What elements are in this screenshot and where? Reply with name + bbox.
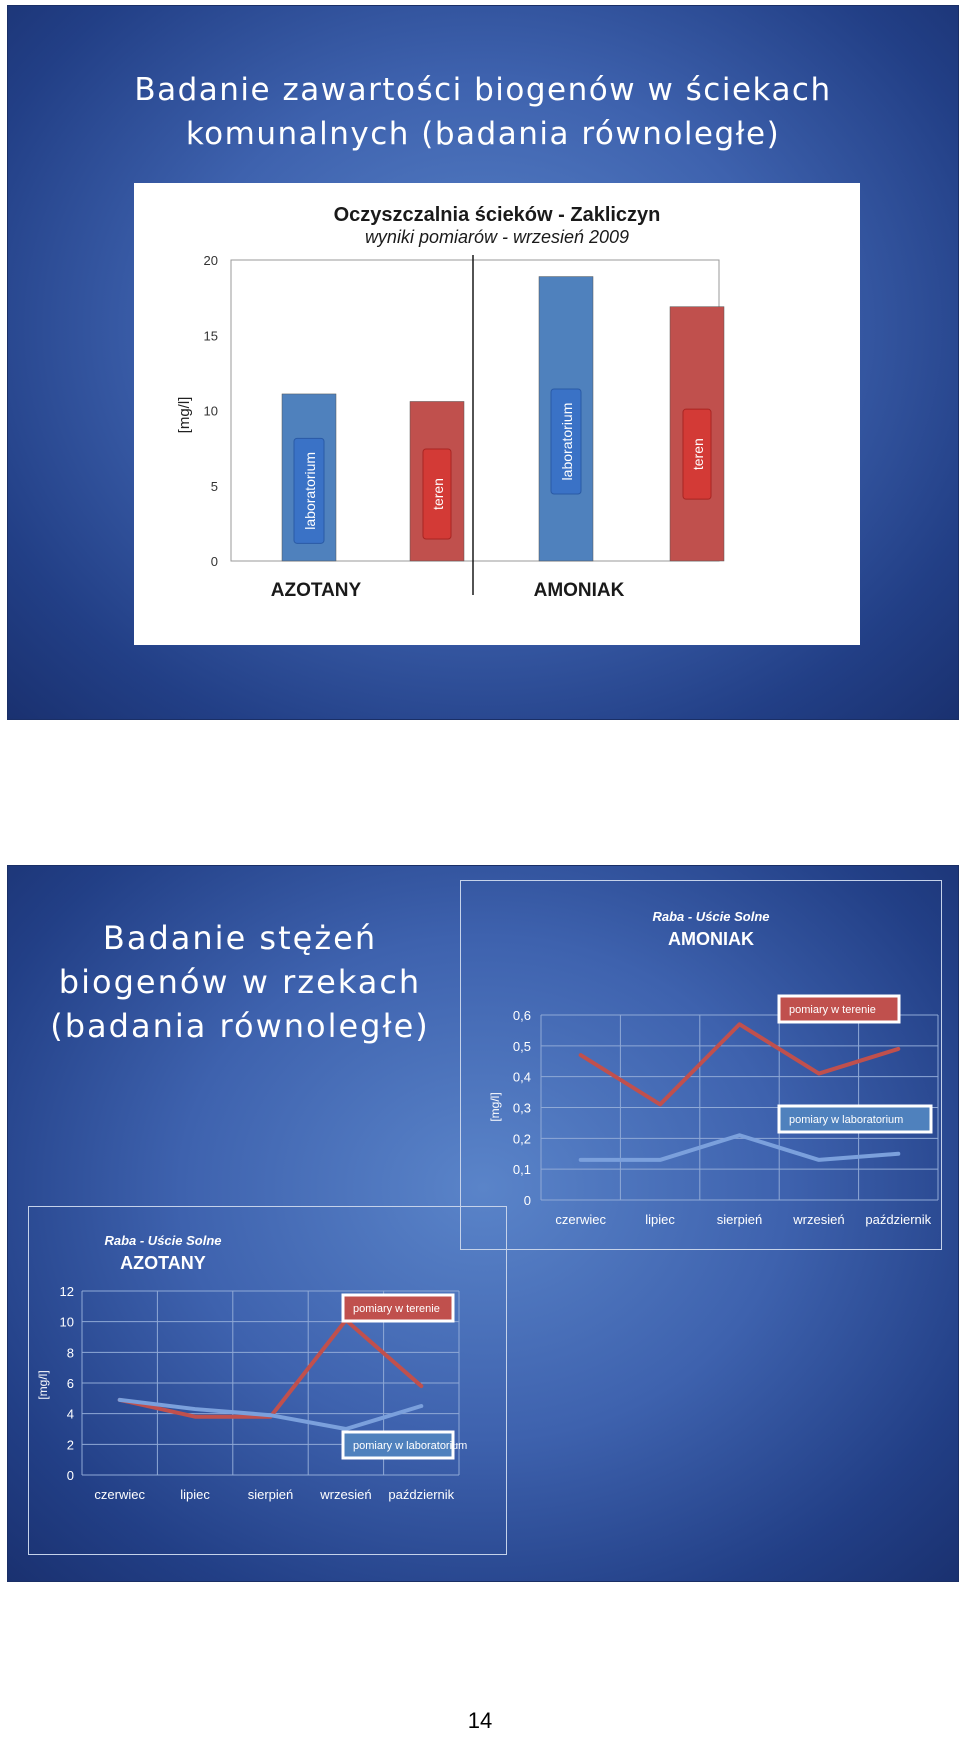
data-point <box>269 1414 272 1417</box>
data-point <box>738 1134 741 1137</box>
data-point <box>738 1023 741 1026</box>
y-tick-label: 15 <box>203 328 218 344</box>
series-line <box>120 1320 422 1417</box>
x-tick-label: czerwiec <box>555 1212 606 1227</box>
y-tick-label: 8 <box>66 1345 74 1361</box>
data-point <box>897 1152 900 1155</box>
data-point <box>420 1385 423 1388</box>
data-point <box>194 1408 197 1411</box>
series-line <box>581 1024 899 1104</box>
x-tick-label: październik <box>388 1487 455 1502</box>
nitrate-chart-panel <box>28 1206 507 1555</box>
y-tick-label: 0,5 <box>512 1038 531 1054</box>
x-tick-label: lipiec <box>645 1212 675 1227</box>
x-tick-label: wrzesień <box>793 1212 845 1227</box>
y-tick-label: 0,3 <box>512 1100 531 1116</box>
bar-label: laboratorium <box>559 402 575 481</box>
data-point <box>579 1158 582 1161</box>
group-label: AZOTANY <box>270 580 362 601</box>
legend-label: pomiary w terenie <box>789 1004 876 1016</box>
slide-title: Badanie stężeń biogenów w rzekach (badania równoległe) <box>50 919 430 1045</box>
y-tick-label: 4 <box>66 1406 74 1422</box>
x-tick-label: sierpień <box>247 1487 294 1502</box>
x-tick-label: lipiec <box>180 1487 210 1502</box>
data-point <box>897 1047 900 1050</box>
chart-subtitle: wyniki pomiarów - wrzesień 2009 <box>364 227 630 247</box>
legend-label: pomiary w laboratorium <box>789 1114 904 1126</box>
chart-title: Oczyszczalnia ścieków - Zakliczyn <box>333 204 661 226</box>
chart-subtitle: AZOTANY <box>120 1253 206 1273</box>
data-point <box>118 1398 121 1401</box>
data-point <box>420 1405 423 1408</box>
x-tick-label: wrzesień <box>320 1487 372 1502</box>
data-point <box>817 1158 820 1161</box>
y-tick-label: 0,4 <box>512 1069 531 1085</box>
bar-label: teren <box>690 438 706 471</box>
y-axis-label: [mg/l] <box>36 1370 50 1400</box>
chart-title: Raba - Uście Solne <box>104 1233 222 1248</box>
data-point <box>817 1072 820 1075</box>
ammonia-line-chart <box>461 881 941 1249</box>
data-point <box>344 1428 347 1431</box>
nitrate-line-chart <box>29 1207 506 1554</box>
ammonia-chart-panel <box>460 880 942 1250</box>
y-tick-label: 10 <box>59 1314 74 1330</box>
legend-label: pomiary w laboratorium <box>353 1440 468 1452</box>
bar-chart <box>134 183 860 645</box>
x-tick-label: sierpień <box>716 1212 763 1227</box>
bar-label: teren <box>430 478 446 510</box>
slide-wastewater <box>7 5 959 720</box>
y-tick-label: 0,1 <box>512 1162 531 1178</box>
bar-chart-panel <box>134 183 860 645</box>
y-tick-label: 0 <box>210 554 218 569</box>
legend-label: pomiary w terenie <box>353 1303 440 1315</box>
y-tick-label: 6 <box>66 1376 74 1391</box>
y-tick-label: 0,2 <box>512 1131 531 1147</box>
chart-subtitle: AMONIAK <box>668 929 754 949</box>
y-tick-label: 0 <box>523 1193 531 1208</box>
data-point <box>659 1103 662 1106</box>
y-tick-label: 0 <box>66 1468 74 1483</box>
y-axis-label: [mg/l] <box>488 1092 502 1122</box>
data-point <box>194 1415 197 1418</box>
data-point <box>659 1158 662 1161</box>
y-axis-label: [mg/l] <box>176 396 193 434</box>
y-tick-label: 0,6 <box>512 1008 531 1023</box>
y-tick-label: 10 <box>203 403 218 419</box>
slide-rivers <box>7 865 959 1582</box>
page-number: 14 <box>467 1708 493 1733</box>
group-label: AMONIAK <box>533 580 625 601</box>
y-tick-label: 20 <box>203 253 218 268</box>
chart-title: Raba - Uście Solne <box>652 909 770 924</box>
bar-label: laboratorium <box>302 451 318 530</box>
y-tick-label: 2 <box>66 1437 74 1453</box>
data-point <box>579 1054 582 1057</box>
x-tick-label: październik <box>865 1212 932 1227</box>
slide-title: Badanie zawartości biogenów w ściekach komunalnych (badania równoległe) <box>134 72 832 152</box>
x-tick-label: czerwiec <box>94 1487 145 1502</box>
series-line <box>581 1135 899 1160</box>
y-tick-label: 12 <box>59 1284 74 1299</box>
y-tick-label: 5 <box>210 478 218 494</box>
